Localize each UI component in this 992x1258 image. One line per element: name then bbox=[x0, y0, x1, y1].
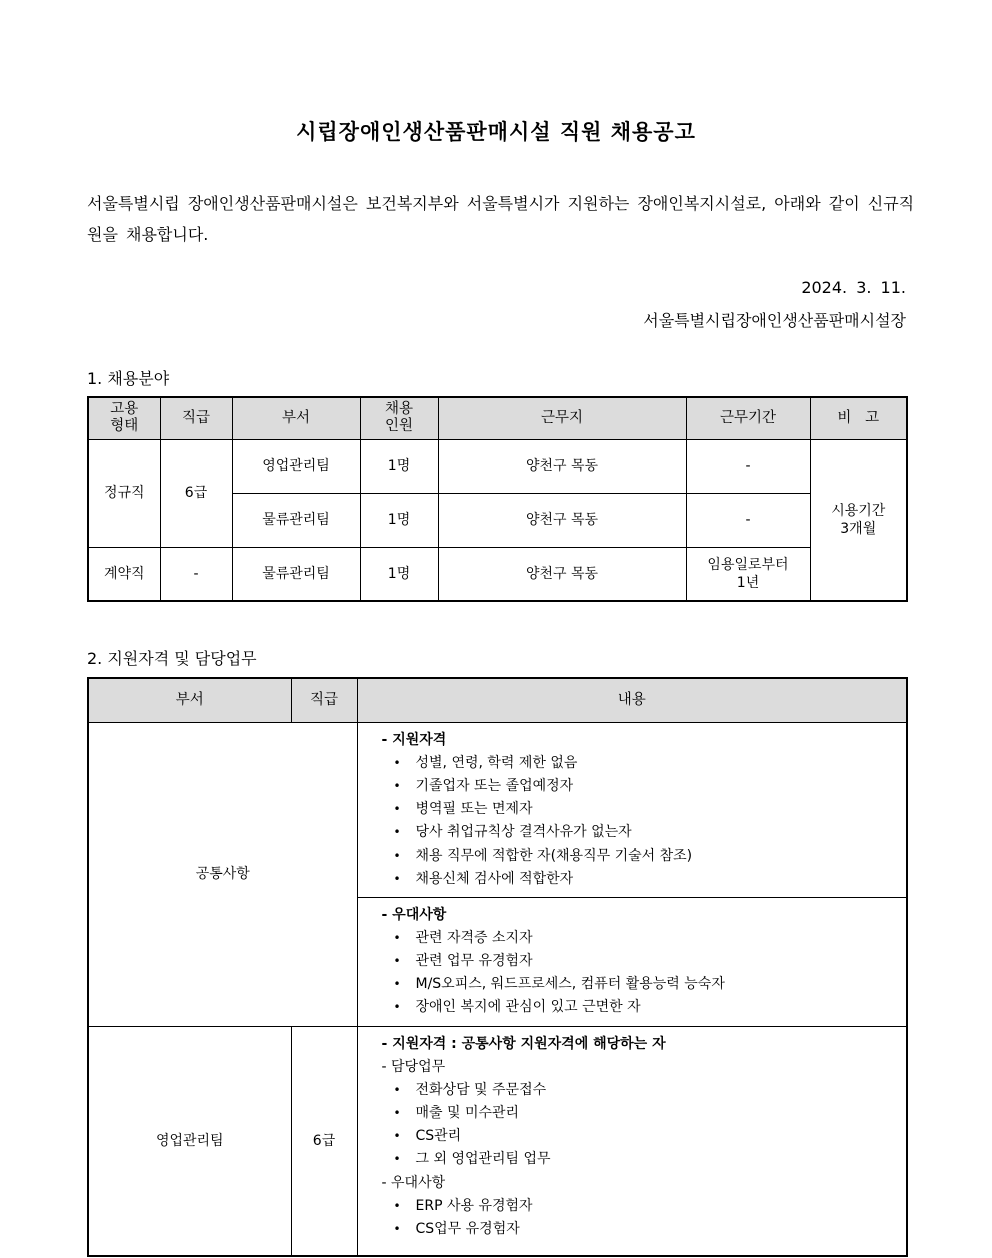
header-employment-type: 고용 형태 bbox=[88, 397, 160, 439]
preferences-heading: - 우대사항 bbox=[382, 904, 907, 927]
cell-sales-grade: 6급 bbox=[291, 1026, 357, 1256]
list-item: • 채용신체 검사에 적합한자 bbox=[394, 868, 907, 891]
table-row bbox=[88, 1026, 907, 1256]
cell-grade: 6급 bbox=[160, 439, 232, 547]
qualifications-table bbox=[87, 677, 908, 1257]
cell-location: 양천구 목동 bbox=[438, 547, 686, 601]
table-row bbox=[88, 439, 907, 493]
list-item: • 관련 자격증 소지자 bbox=[394, 927, 907, 950]
list-item: • 전화상담 및 주문접수 bbox=[394, 1079, 907, 1102]
cell-dept: 물류관리팀 bbox=[232, 547, 360, 601]
duties-list bbox=[382, 1079, 907, 1172]
cell-note: 시용기간 3개월 bbox=[810, 439, 907, 601]
table-row bbox=[88, 722, 907, 897]
table-row bbox=[88, 547, 907, 601]
cell-period: - bbox=[686, 493, 810, 547]
cell-period: 임용일로부터 1년 bbox=[686, 547, 810, 601]
cell-common-label: 공통사항 bbox=[88, 722, 357, 1026]
list-item: • 기졸업자 또는 졸업예정자 bbox=[394, 775, 907, 798]
list-item: • 당사 취업규칙상 결격사유가 없는자 bbox=[394, 821, 907, 844]
header-location: 근무지 bbox=[438, 397, 686, 439]
cell-dept: 물류관리팀 bbox=[232, 493, 360, 547]
cell-sales-dept: 영업관리팀 bbox=[88, 1026, 291, 1256]
list-item: • 병역필 또는 면제자 bbox=[394, 798, 907, 821]
list-item: • 그 외 영업관리팀 업무 bbox=[394, 1148, 907, 1171]
intro-paragraph: 서울특별시립 장애인생산품판매시설은 보건복지부와 서울특별시가 지원하는 장애인복지시설로, 아래와 같이 신규직원을 채용합니다. bbox=[87, 194, 915, 244]
cell-location: 양천구 목동 bbox=[438, 439, 686, 493]
recruitment-table bbox=[87, 396, 908, 602]
qualifications-heading: - 지원자격 bbox=[382, 729, 907, 752]
list-item: • M/S오피스, 워드프로세스, 컴퓨터 활용능력 능숙자 bbox=[394, 973, 907, 996]
header-headcount: 채용 인원 bbox=[360, 397, 438, 439]
list-item: • 관련 업무 유경험자 bbox=[394, 950, 907, 973]
cell-common-qualifications bbox=[357, 722, 907, 897]
announcement-date: 2024. 3. 11. bbox=[801, 278, 906, 297]
sales-preferences-list bbox=[382, 1195, 907, 1242]
list-item: • 성별, 연령, 학력 제한 없음 bbox=[394, 752, 907, 775]
header-dept: 부서 bbox=[232, 397, 360, 439]
cell-common-preferences bbox=[357, 897, 907, 1026]
cell-type: 정규직 bbox=[88, 439, 160, 547]
table-header-row bbox=[88, 678, 907, 722]
cell-period: - bbox=[686, 439, 810, 493]
sales-preferences-heading: - 우대사항 bbox=[382, 1172, 907, 1195]
section-heading-recruitment: 1. 채용분야 bbox=[87, 369, 170, 388]
sales-qualification-line: - 지원자격 : 공통사항 지원자격에 해당하는 자 bbox=[382, 1033, 907, 1056]
cell-type: 계약직 bbox=[88, 547, 160, 601]
preferences-list bbox=[382, 927, 907, 1020]
list-item: • 채용 직무에 적합한 자(채용직무 기술서 참조) bbox=[394, 845, 907, 868]
signer: 서울특별시립장애인생산품판매시설장 bbox=[643, 311, 906, 330]
header-grade: 직급 bbox=[160, 397, 232, 439]
table-header-row bbox=[88, 397, 907, 439]
list-item: • 장애인 복지에 관심이 있고 근면한 자 bbox=[394, 996, 907, 1019]
header-note: 비 고 bbox=[810, 397, 907, 439]
header-content: 내용 bbox=[357, 678, 907, 722]
cell-dept: 영업관리팀 bbox=[232, 439, 360, 493]
cell-sales-content bbox=[357, 1026, 907, 1256]
duties-heading: - 담당업무 bbox=[382, 1056, 907, 1079]
cell-count: 1명 bbox=[360, 547, 438, 601]
header-dept: 부서 bbox=[88, 678, 291, 722]
qualifications-list bbox=[382, 752, 907, 892]
list-item: • 매출 및 미수관리 bbox=[394, 1102, 907, 1125]
document-title: 시립장애인생산품판매시설 직원 채용공고 bbox=[296, 120, 696, 144]
list-item: • ERP 사용 유경험자 bbox=[394, 1195, 907, 1218]
list-item: • CS관리 bbox=[394, 1125, 907, 1148]
header-period: 근무기간 bbox=[686, 397, 810, 439]
section-heading-qualifications: 2. 지원자격 및 담당업무 bbox=[87, 649, 257, 668]
cell-count: 1명 bbox=[360, 493, 438, 547]
cell-grade: - bbox=[160, 547, 232, 601]
list-item: • CS업무 유경험자 bbox=[394, 1218, 907, 1241]
cell-location: 양천구 목동 bbox=[438, 493, 686, 547]
header-grade: 직급 bbox=[291, 678, 357, 722]
cell-count: 1명 bbox=[360, 439, 438, 493]
